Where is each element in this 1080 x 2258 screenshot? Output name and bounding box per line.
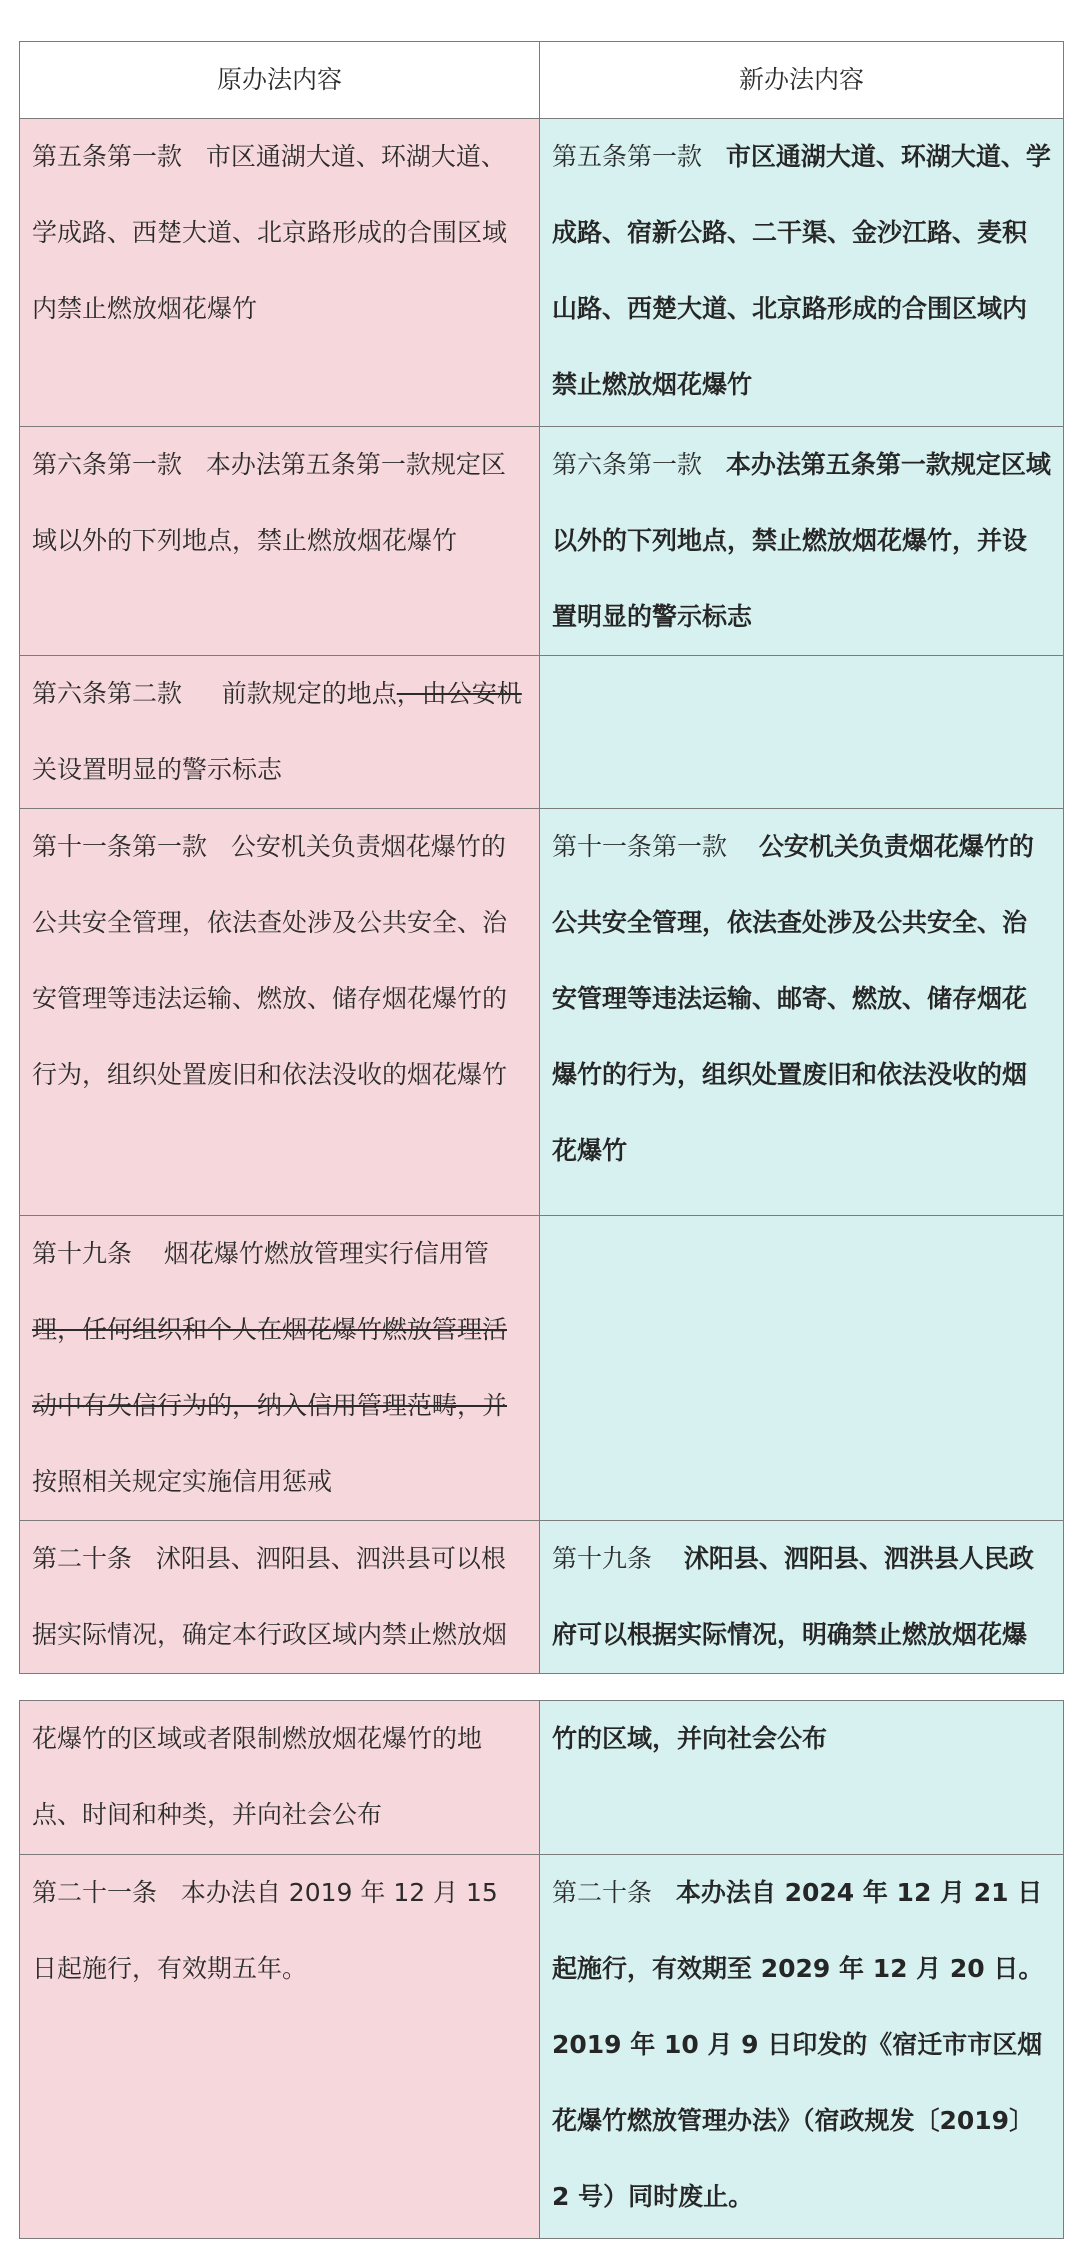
clause-text: 烟花爆竹燃放管理实行信用管	[163, 1239, 489, 1268]
clause-text: 本办法第五条第一款规定区域以外的下列地点，禁止燃放烟花爆竹，并设置明显的警示标志	[552, 450, 1051, 631]
clause-text: 本办法第五条第一款规定区域以外的下列地点，禁止燃放烟花爆竹	[32, 450, 506, 555]
deleted-text: 动中有失信行为的，纳入信用管理范畴，并	[32, 1391, 508, 1420]
clause-text: 按照相关规定实施信用惩戒	[32, 1467, 333, 1496]
new-clause-cell	[540, 427, 1064, 656]
table-row	[20, 1216, 1064, 1521]
table-row	[20, 809, 1064, 1216]
clause-text: 前款规定的地点	[221, 679, 397, 708]
clause-text: 市区通湖大道、环湖大道、学成路、西楚大道、北京路形成的合围区域内禁止燃放烟花爆竹	[32, 142, 508, 323]
comparison-table-continued	[19, 1700, 1064, 2239]
deleted-text: ，由公安机	[396, 679, 522, 708]
clause-number: 第六条第二款	[32, 679, 183, 708]
clause-number: 第十九条	[32, 1239, 133, 1268]
old-clause-cell	[20, 656, 540, 809]
new-clause-cell-empty	[540, 1216, 1064, 1521]
old-clause-cell	[20, 1216, 540, 1521]
clause-number: 第十一条第一款	[552, 832, 728, 861]
new-clause-cell	[540, 1855, 1064, 2239]
clause-text: 本办法自 2024 年 12 月 21 日起施行，有效期至 2029 年 12 月 20 日。2019 年 10 月 9 日印发的《宿迁市市区烟花爆竹燃放管理办法》（宿政规发〔2019〕2 号）同时废止。	[552, 1878, 1044, 2211]
header-new-content: 新办法内容	[540, 42, 1064, 119]
clause-text: 沭阳县、泗阳县、泗洪县人民政府可以根据实际情况，明确禁止燃放烟花爆	[552, 1544, 1034, 1649]
clause-number: 第二十一条	[32, 1878, 158, 1907]
table-row	[20, 656, 1064, 809]
old-clause-cell	[20, 809, 540, 1216]
comparison-table	[19, 41, 1064, 1674]
clause-text: 市区通湖大道、环湖大道、学成路、宿新公路、二干渠、金沙江路、麦积山路、西楚大道、北京路形成的合围区域内禁止燃放烟花爆竹	[552, 142, 1051, 399]
deleted-text: 理，任何组织和个人在烟花爆竹燃放管理活	[32, 1315, 508, 1344]
old-clause-cell	[20, 1701, 540, 1855]
clause-number: 第二十条	[552, 1878, 653, 1907]
new-clause-cell	[540, 119, 1064, 427]
table-row	[20, 427, 1064, 656]
clause-number: 第二十条	[32, 1544, 133, 1573]
table-header-row	[20, 42, 1064, 119]
clause-number: 第五条第一款	[552, 142, 703, 171]
new-clause-cell	[540, 1701, 1064, 1855]
clause-number: 第六条第一款	[32, 450, 183, 479]
clause-number: 第十九条	[552, 1544, 653, 1573]
new-clause-cell-empty	[540, 656, 1064, 809]
table-row	[20, 1521, 1064, 1674]
old-clause-cell	[20, 119, 540, 427]
clause-text: 竹的区域，并向社会公布	[552, 1724, 828, 1753]
clause-number: 第五条第一款	[32, 142, 183, 171]
table-row	[20, 1855, 1064, 2239]
table-row	[20, 119, 1064, 427]
header-old-content: 原办法内容	[20, 42, 540, 119]
old-clause-cell	[20, 1521, 540, 1674]
clause-text: 关设置明显的警示标志	[32, 755, 283, 784]
old-clause-cell	[20, 1855, 540, 2239]
clause-text: 公安机关负责烟花爆竹的公共安全管理，依法查处涉及公共安全、治安管理等违法运输、邮寄、燃放、储存烟花爆竹的行为，组织处置废旧和依法没收的烟花爆竹	[552, 832, 1034, 1165]
new-clause-cell	[540, 1521, 1064, 1674]
new-clause-cell	[540, 809, 1064, 1216]
table-row	[20, 1701, 1064, 1855]
clause-text: 公安机关负责烟花爆竹的公共安全管理，依法查处涉及公共安全、治安管理等违法运输、燃放、储存烟花爆竹的行为，组织处置废旧和依法没收的烟花爆竹	[32, 832, 508, 1089]
clause-number: 第六条第一款	[552, 450, 703, 479]
clause-number: 第十一条第一款	[32, 832, 208, 861]
clause-text: 花爆竹的区域或者限制燃放烟花爆竹的地点、时间和种类，并向社会公布	[32, 1724, 483, 1829]
clause-text: 本办法自 2019 年 12 月 15 日起施行，有效期五年。	[32, 1878, 498, 1983]
clause-text: 沭阳县、泗阳县、泗洪县可以根据实际情况，确定本行政区域内禁止燃放烟	[32, 1544, 508, 1649]
old-clause-cell	[20, 427, 540, 656]
